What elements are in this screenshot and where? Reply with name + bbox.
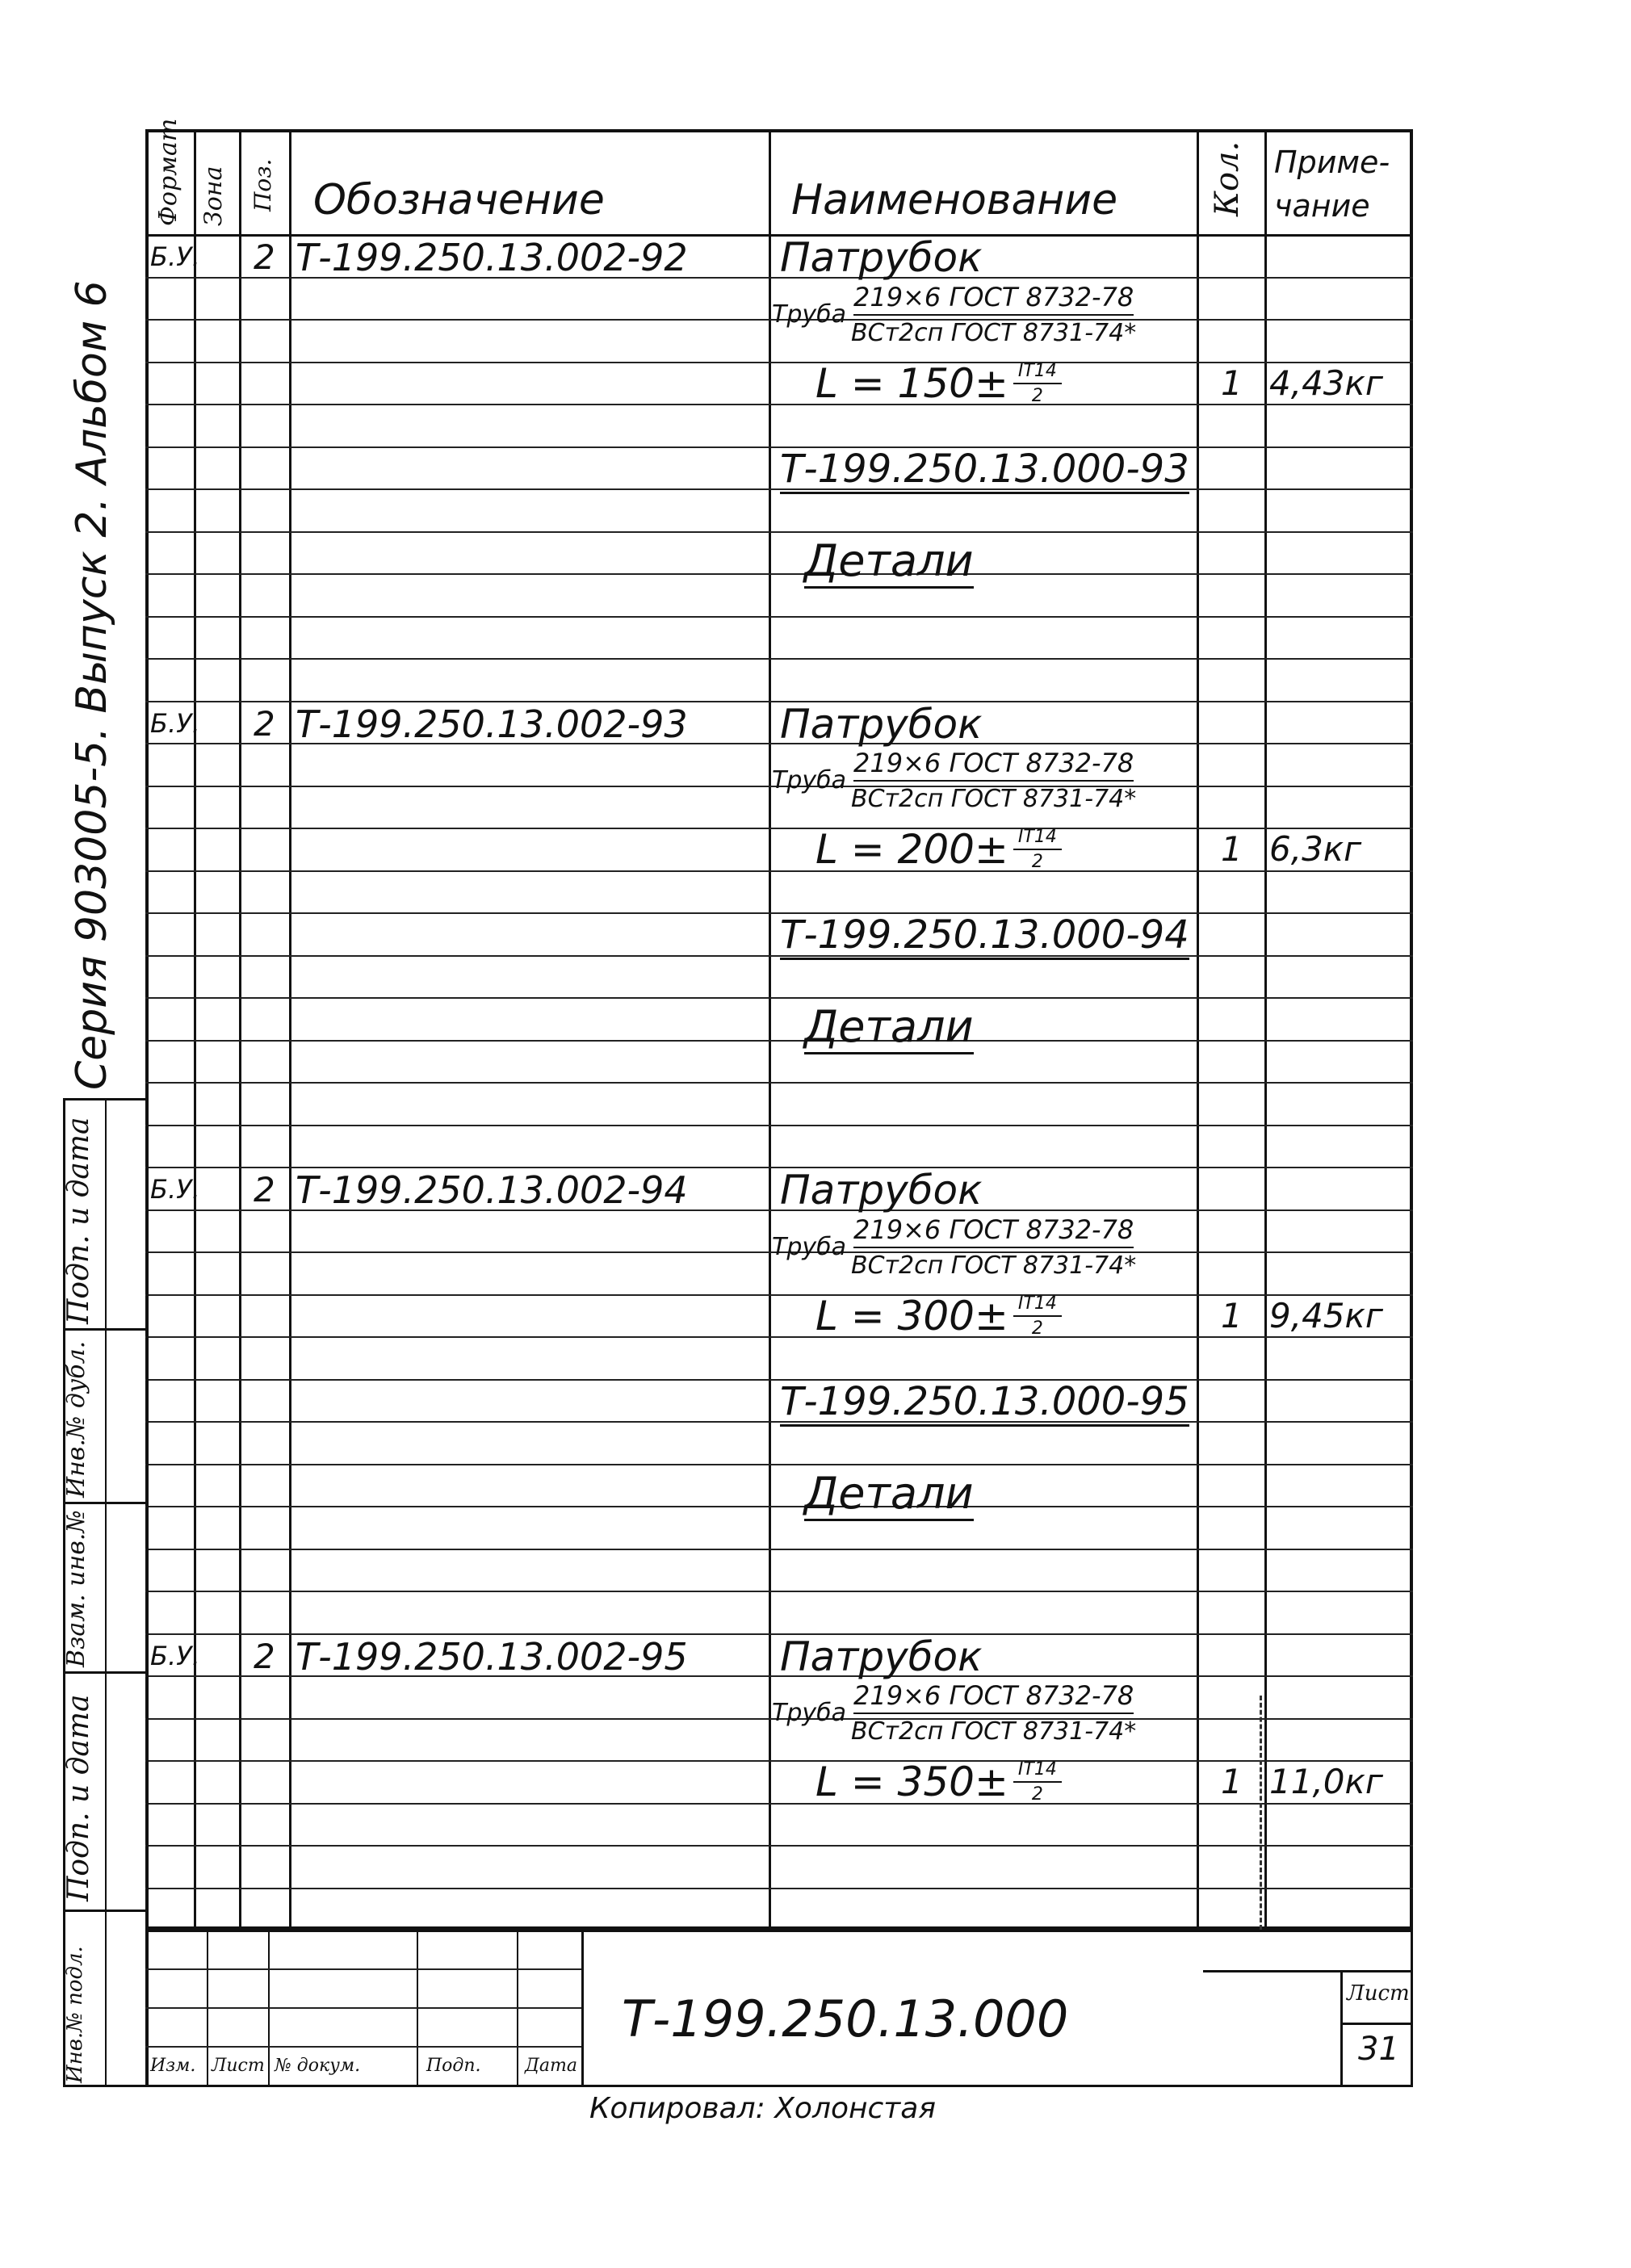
- length-spec: L = 350 ± $\frac{IT14}{2}$: [816, 1759, 1062, 1805]
- assembly-ref: Т-199.250.13.000-94: [780, 916, 1189, 960]
- side-label-sign-date-1: Подп. и дата: [62, 1117, 95, 1324]
- pipe-material: ВСт2сп ГОСТ 8731-74*: [851, 1251, 1137, 1280]
- header-format: Формат: [154, 118, 182, 226]
- row-line: [145, 1506, 1413, 1507]
- row-qty: 1: [1221, 1762, 1243, 1801]
- sheet-number: 31: [1358, 2031, 1399, 2068]
- pipe-material: ВСт2сп ГОСТ 8731-74*: [851, 318, 1137, 347]
- row-line: [145, 658, 1413, 660]
- length-spec: L = 150 ± $\frac{IT14}{2}$: [816, 360, 1062, 407]
- row-format: Б.У.: [150, 241, 200, 272]
- assembly-ref: Т-199.250.13.000-93: [780, 450, 1189, 494]
- tolerance-grade: IT14: [1013, 361, 1062, 384]
- row-line: [145, 1082, 1413, 1084]
- tolerance-divisor: 2: [1031, 852, 1043, 872]
- row-pos: 2: [254, 1170, 275, 1209]
- row-line: [145, 1421, 1413, 1423]
- row-pos: 2: [254, 703, 275, 744]
- header-note-2: чание: [1274, 188, 1370, 224]
- row-pos: 2: [254, 1636, 275, 1676]
- length-value: L = 200: [816, 826, 975, 873]
- side-label-sign-date-2: Подп. и дата: [62, 1694, 95, 1901]
- row-line: [145, 1336, 1413, 1338]
- row-line: [145, 531, 1413, 533]
- row-line: [145, 1040, 1413, 1042]
- row-line: [145, 1845, 1413, 1847]
- row-note: 11,0кг: [1269, 1762, 1383, 1801]
- length-spec: L = 300 ± $\frac{IT14}{2}$: [816, 1293, 1062, 1339]
- pipe-size: 219×6 ГОСТ 8732-78: [853, 1680, 1134, 1714]
- row-line: [145, 912, 1413, 914]
- tolerance-grade: IT14: [1013, 1759, 1062, 1783]
- title-col-sign: Подп.: [426, 2056, 481, 2076]
- row-note: 4,43кг: [1269, 363, 1383, 403]
- pipe-label: Труба: [772, 1699, 847, 1727]
- row-line: [145, 870, 1413, 872]
- row-designation: Т-199.250.13.002-92: [296, 236, 688, 279]
- row-note: 9,45кг: [1269, 1295, 1383, 1335]
- header-pos: Поз.: [249, 158, 276, 212]
- side-label-orig-inv: Инв.№ подл.: [63, 1946, 87, 2083]
- side-label-dup-inv: Инв.№ дубл.: [62, 1340, 90, 1498]
- length-value: L = 150: [816, 359, 975, 407]
- row-qty: 1: [1221, 363, 1243, 403]
- row-format: Б.У.: [150, 1640, 200, 1671]
- header-qty: Кол.: [1209, 140, 1246, 216]
- pipe-spec: [772, 282, 1136, 347]
- section-heading: Детали: [804, 1472, 974, 1521]
- row-line: [145, 1549, 1413, 1550]
- tolerance-divisor: 2: [1031, 1318, 1043, 1339]
- row-line: [145, 488, 1413, 490]
- row-line: [145, 1591, 1413, 1592]
- header-designation: Обозначение: [313, 176, 605, 224]
- row-pos: 2: [254, 237, 275, 277]
- header-zone: Зона: [199, 166, 228, 226]
- row-designation: Т-199.250.13.002-94: [296, 1168, 688, 1212]
- row-designation: Т-199.250.13.002-93: [296, 702, 688, 746]
- assembly-ref: Т-199.250.13.000-95: [780, 1382, 1189, 1427]
- row-part-name: Патрубок: [780, 1633, 983, 1680]
- row-line: [145, 997, 1413, 999]
- tolerance-divisor: 2: [1031, 385, 1043, 406]
- header-name: Наименование: [791, 176, 1118, 224]
- row-part-name: Патрубок: [780, 1167, 983, 1214]
- row-line: [145, 1379, 1413, 1381]
- doc-number: Т-199.250.13.000: [622, 1989, 1069, 2048]
- row-line: [145, 446, 1413, 448]
- length-value: L = 300: [816, 1292, 975, 1339]
- side-label-replace-inv: Взам. инв.№: [62, 1510, 90, 1667]
- row-line: [145, 1888, 1413, 1889]
- row-line: [145, 573, 1413, 575]
- pipe-size: 219×6 ГОСТ 8732-78: [853, 1214, 1134, 1248]
- header-note-1: Приме-: [1274, 145, 1390, 180]
- row-qty: 1: [1221, 1295, 1243, 1335]
- row-format: Б.У.: [150, 1174, 200, 1205]
- series-label: Серия 903005-5. Выпуск 2. Альбом 6: [68, 280, 116, 1090]
- row-format: Б.У.: [150, 707, 200, 739]
- row-line: [145, 616, 1413, 618]
- title-col-date: Дата: [525, 2056, 577, 2076]
- row-note: 6,3кг: [1269, 829, 1362, 869]
- row-line: [145, 1464, 1413, 1465]
- pipe-material: ВСт2сп ГОСТ 8731-74*: [851, 785, 1137, 813]
- pipe-material: ВСт2сп ГОСТ 8731-74*: [851, 1717, 1137, 1746]
- pipe-spec: [772, 748, 1136, 813]
- pipe-label: Труба: [772, 1232, 847, 1261]
- row-line: [145, 955, 1413, 957]
- pipe-size: 219×6 ГОСТ 8732-78: [853, 282, 1134, 316]
- footer-copied-by: Копировал: Холонстая: [589, 2092, 936, 2125]
- pipe-spec: [772, 1680, 1136, 1746]
- row-part-name: Патрубок: [780, 234, 983, 281]
- title-col-change: Изм.: [150, 2056, 196, 2076]
- tolerance-grade: IT14: [1013, 1293, 1062, 1317]
- length-spec: L = 200 ± $\frac{IT14}{2}$: [816, 826, 1062, 873]
- row-line: [145, 1125, 1413, 1126]
- pipe-label: Труба: [772, 766, 847, 794]
- pipe-label: Труба: [772, 300, 847, 329]
- row-line: [145, 1803, 1413, 1805]
- row-line: [145, 404, 1413, 405]
- row-part-name: Патрубок: [780, 700, 983, 748]
- tolerance-divisor: 2: [1031, 1784, 1043, 1805]
- title-col-sheet: Лист: [212, 2056, 265, 2076]
- row-designation: Т-199.250.13.002-95: [296, 1634, 688, 1679]
- section-heading: Детали: [804, 1005, 974, 1054]
- tolerance-grade: IT14: [1013, 827, 1062, 850]
- pipe-spec: [772, 1214, 1136, 1280]
- sheet-label: Лист: [1347, 1981, 1410, 2006]
- title-col-docnum: № докум.: [275, 2056, 361, 2076]
- row-qty: 1: [1221, 829, 1243, 869]
- section-heading: Детали: [804, 539, 974, 589]
- pipe-size: 219×6 ГОСТ 8732-78: [853, 748, 1134, 782]
- length-value: L = 350: [816, 1759, 975, 1805]
